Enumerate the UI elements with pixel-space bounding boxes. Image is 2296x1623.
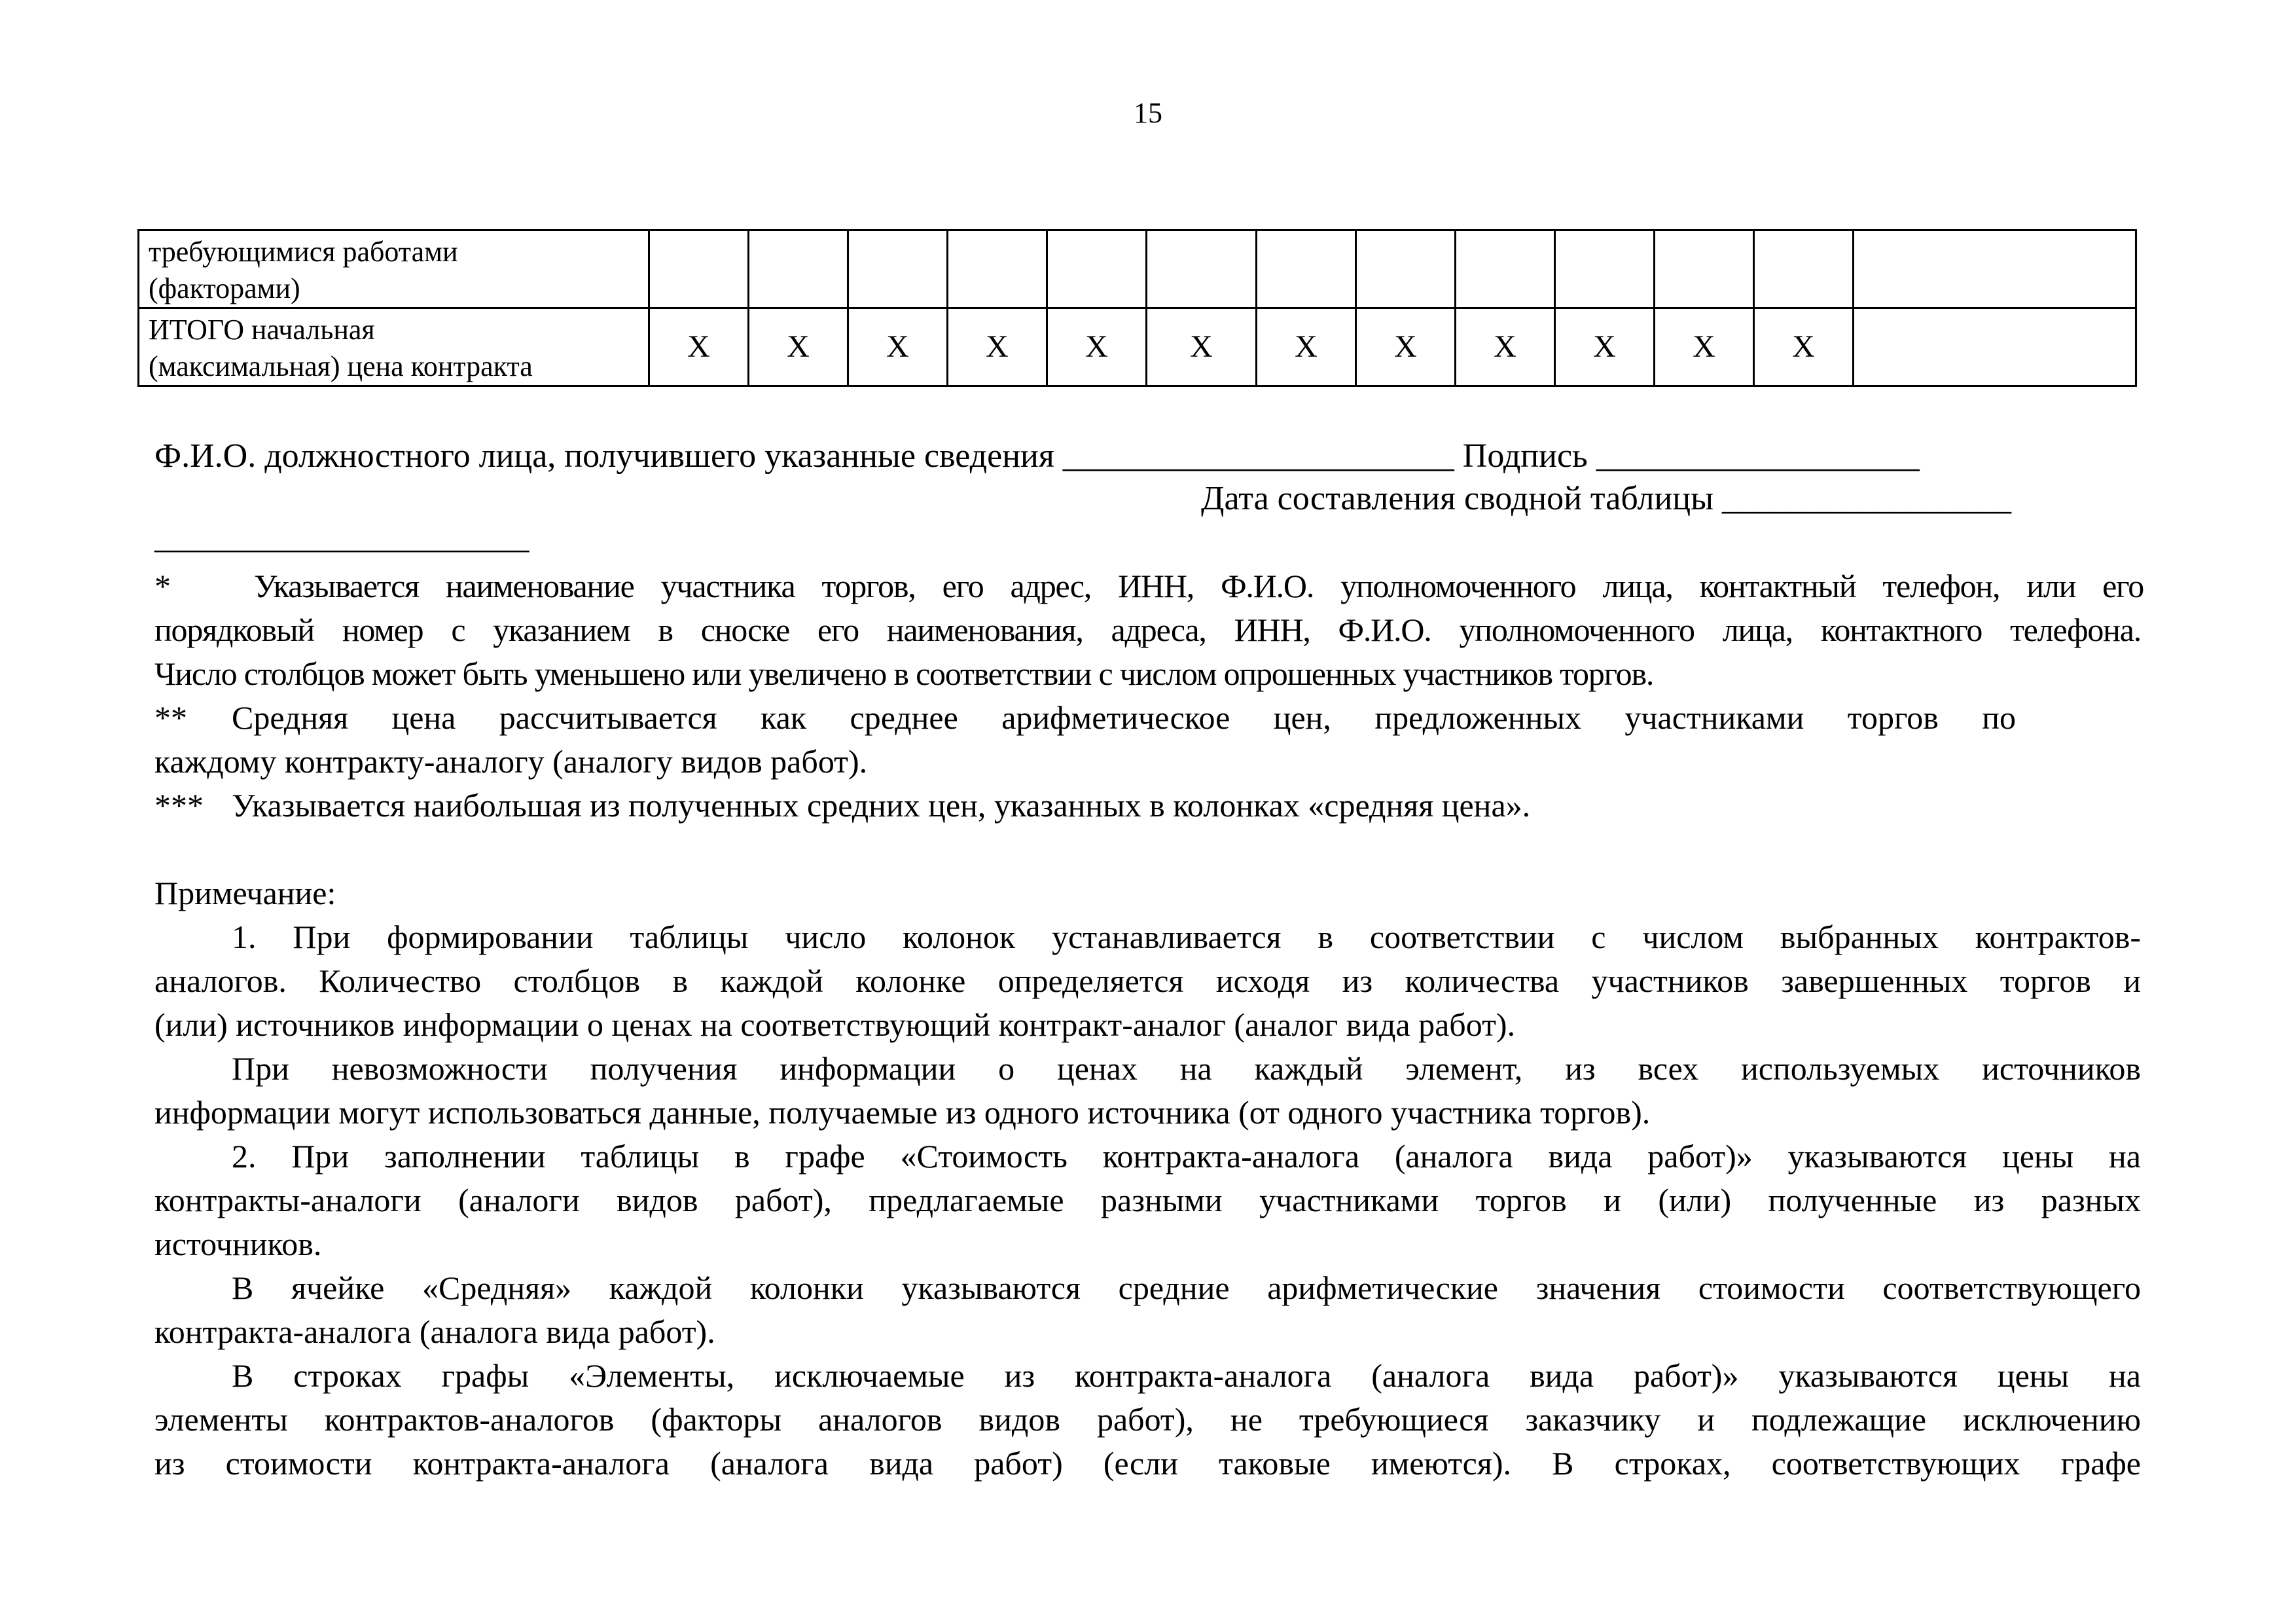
note-heading: Примечание: bbox=[154, 875, 336, 911]
table-row bbox=[139, 308, 2136, 386]
note-line: 1. При формировании таблицы число колонок устанавливается в соответствии с числом выбранных контрактов- bbox=[232, 919, 2141, 955]
table-cell bbox=[948, 230, 1047, 308]
note-line: 2. При заполнении таблицы в графе «Стоимость контракта-аналога (аналога вида работ)» указываются цены на bbox=[232, 1138, 2141, 1175]
table-cell: X bbox=[1655, 308, 1754, 386]
footnote-1-line: порядковый номер с указанием в сноске его наименования, адреса, ИНН, Ф.И.О. уполномоченного лица, контактного телефона. bbox=[154, 611, 2141, 648]
table-cell: X bbox=[948, 308, 1047, 386]
table-cell bbox=[1854, 230, 2136, 308]
summary-table bbox=[137, 229, 2137, 387]
footnote-separator: ________________________ bbox=[154, 519, 529, 555]
row-label bbox=[139, 308, 649, 386]
note-line: контракты-аналоги (аналоги видов работ), предлагаемые разными участниками торгов и (или) полученные из разных bbox=[154, 1182, 2141, 1218]
table-cell bbox=[1047, 230, 1147, 308]
note-line: аналогов. Количество столбцов в каждой колонке определяется исходя из количества участников завершенных торгов и bbox=[154, 962, 2141, 999]
official-label: Ф.И.О. должностного лица, получившего указанные сведения bbox=[154, 437, 1054, 475]
table-cell bbox=[848, 230, 948, 308]
note-line: При невозможности получения информации о ценах на каждый элемент, из всех используемых источников bbox=[232, 1050, 2141, 1087]
table-row bbox=[139, 230, 2136, 308]
official-blank: _______________________ bbox=[1062, 437, 1454, 475]
footnote-1-line: Число столбцов может быть уменьшено или увеличено в соответствии с числом опрошенных участников торгов. bbox=[154, 655, 1654, 692]
row-label-line: (максимальная) цена контракта bbox=[149, 350, 533, 382]
table-cell bbox=[649, 230, 749, 308]
table-cell: X bbox=[1147, 308, 1257, 386]
note-line: контракта-аналога (аналога вида работ). bbox=[154, 1313, 715, 1350]
table-cell bbox=[1147, 230, 1257, 308]
table-cell bbox=[1854, 308, 2136, 386]
table-cell bbox=[1356, 230, 1456, 308]
row-label-line: (факторами) bbox=[149, 272, 300, 304]
table-cell bbox=[1456, 230, 1555, 308]
row-label-line: ИТОГО начальная bbox=[149, 314, 375, 346]
note-line: В ячейке «Средняя» каждой колонки указываются средние арифметические значения стоимости соответствующего bbox=[232, 1269, 2141, 1306]
table-cell bbox=[1754, 230, 1854, 308]
table-cell bbox=[1257, 230, 1356, 308]
footnote-2-line: Средняя цена рассчитывается как среднее арифметическое цен, предложенных участниками торгов по bbox=[232, 699, 2016, 736]
table-cell: X bbox=[649, 308, 749, 386]
footnote-3-mark: *** bbox=[154, 787, 204, 824]
date-label: Дата составления сводной таблицы bbox=[1201, 480, 1714, 517]
footnote-1-mark: * bbox=[154, 568, 170, 604]
table-cell bbox=[1555, 230, 1655, 308]
table-cell: X bbox=[1047, 308, 1147, 386]
note-line: (или) источников информации о ценах на соответствующий контракт-аналог (аналог вида работ). bbox=[154, 1006, 1516, 1043]
table-cell: X bbox=[1257, 308, 1356, 386]
date-line bbox=[1201, 478, 2011, 520]
table-cell: X bbox=[1456, 308, 1555, 386]
note-line: из стоимости контракта-аналога (аналога вида работ) (если таковые имеются). В строках, соответствующих графе bbox=[154, 1445, 2141, 1482]
table-cell: X bbox=[1754, 308, 1854, 386]
footnote-2-line: каждому контракту-аналогу (аналогу видов работ). bbox=[154, 743, 868, 780]
table-cell: X bbox=[749, 308, 848, 386]
row-label-line: требующимися работами bbox=[149, 236, 458, 268]
date-blank: _________________ bbox=[1722, 480, 2012, 517]
footnote-1-line: Указывается наименование участника торгов, его адрес, ИНН, Ф.И.О. уполномоченного лица, контактный телефон, или его bbox=[254, 568, 2144, 604]
note-line: источников. bbox=[154, 1226, 322, 1262]
note-line: элементы контрактов-аналогов (факторы аналогов видов работ), не требующиеся заказчику и подлежащие исключению bbox=[154, 1401, 2141, 1438]
table-cell: X bbox=[1356, 308, 1456, 386]
note-line: информации могут использоваться данные, получаемые из одного источника (от одного участника торгов). bbox=[154, 1094, 1651, 1131]
note-line: В строках графы «Элементы, исключаемые из контракта-аналога (аналога вида работ)» указываются цены на bbox=[232, 1357, 2141, 1394]
table-cell bbox=[1655, 230, 1754, 308]
footnote-2-mark: ** bbox=[154, 699, 187, 736]
official-line bbox=[154, 435, 1920, 477]
row-label bbox=[139, 230, 649, 308]
table-cell: X bbox=[848, 308, 948, 386]
page-number: 15 bbox=[1134, 97, 1162, 129]
signature-blank: ___________________ bbox=[1596, 437, 1920, 475]
signature-label: Подпись bbox=[1462, 437, 1588, 475]
table-cell: X bbox=[1555, 308, 1655, 386]
table-cell bbox=[749, 230, 848, 308]
footnote-3-text: Указывается наибольшая из полученных средних цен, указанных в колонках «средняя цена». bbox=[232, 787, 1531, 824]
